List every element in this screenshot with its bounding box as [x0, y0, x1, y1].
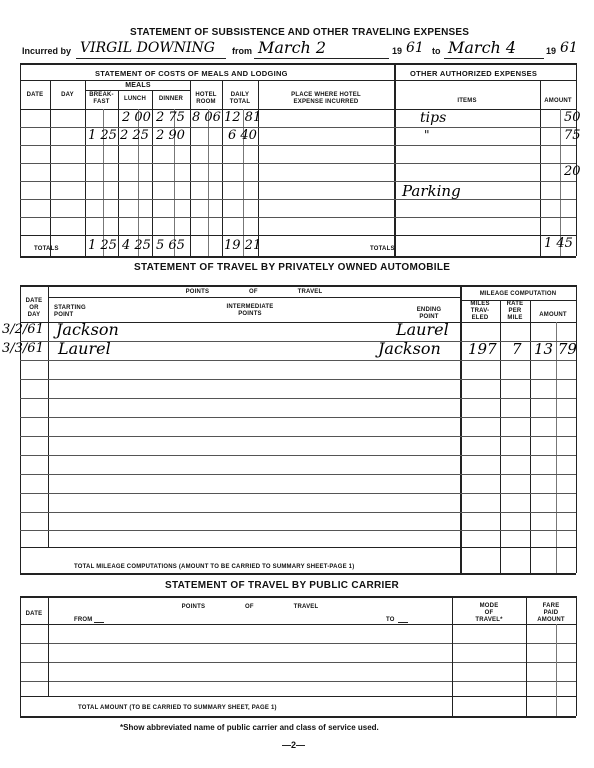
trip-2-end: Jackson: [378, 339, 441, 358]
auto-col-miles: MILES TRAV- ELED: [470, 301, 490, 321]
meal-row-1-hotel: 8 06: [192, 110, 221, 125]
auto-col-ending: ENDING POINT: [416, 307, 442, 320]
carrier-col-date: DATE: [25, 611, 43, 617]
auto-col-starting: STARTING POINT: [54, 305, 86, 318]
meal-row-1-dinner: 2 75: [156, 110, 185, 125]
meal-row-2-lunch: 2 25: [120, 128, 149, 143]
other-total: 1 45: [544, 236, 573, 251]
meal-row-1-lunch: 2 00: [122, 110, 151, 125]
meals-group-header: MEALS: [125, 82, 151, 89]
other-amount-3: 20: [564, 164, 581, 179]
other-item-4: Parking: [402, 182, 461, 200]
total-breakfast: 1 25: [88, 238, 117, 253]
col-dinner: DINNER: [158, 96, 184, 102]
col-day: DAY: [61, 92, 74, 98]
from-date-value: March 2: [258, 38, 327, 57]
meal-row-1-daily: 12 81: [224, 110, 262, 125]
trip-2-amount: 13 79: [534, 340, 577, 358]
trip-2-start: Laurel: [58, 339, 111, 358]
other-expenses-title: OTHER AUTHORIZED EXPENSES: [410, 69, 538, 78]
footnote: *Show abbreviated name of public carrier and class of service used.: [120, 723, 379, 732]
meals-section-title: STATEMENT OF COSTS OF MEALS AND LODGING: [95, 69, 288, 78]
to-year-prefix: 19: [546, 46, 557, 56]
from-label: from: [232, 46, 252, 56]
carrier-total-label: TOTAL AMOUNT (TO BE CARRIED TO SUMMARY SHEET, PAGE 1): [78, 705, 277, 711]
meal-row-2-dinner: 2 90: [156, 128, 185, 143]
carrier-col-mode: MODE OF TRAVEL*: [475, 603, 503, 623]
other-item-2: ": [424, 128, 430, 142]
carrier-col-fare: FARE PAID AMOUNT: [537, 603, 565, 623]
to-date-value: March 4: [448, 38, 517, 57]
to-year-value: 61: [560, 40, 578, 56]
to-label: to: [432, 46, 441, 56]
carrier-points-of-travel: POINTS OF TRAVEL: [181, 604, 319, 610]
page-number: —2—: [282, 740, 306, 750]
trip-2-rate: 7: [512, 340, 522, 358]
col-breakfast: BREAK- FAST: [89, 92, 114, 105]
col-date: DATE: [26, 92, 44, 98]
trip-1-start: Jackson: [56, 320, 119, 339]
other-totals-label: TOTALS: [370, 246, 395, 252]
page-title: STATEMENT OF SUBSISTENCE AND OTHER TRAVELING EXPENSES: [130, 27, 470, 38]
col-items: ITEMS: [457, 98, 477, 104]
auto-mileage-computation: MILEAGE COMPUTATION: [479, 291, 557, 297]
total-daily: 19 21: [224, 238, 262, 253]
auto-col-rate: RATE PER MILE: [506, 301, 524, 321]
auto-col-intermediate: INTERMEDIATE POINTS: [226, 304, 274, 317]
other-amount-1: 50: [564, 110, 581, 125]
col-place: PLACE WHERE HOTEL EXPENSE INCURRED: [291, 92, 361, 105]
carrier-section-title: STATEMENT OF TRAVEL BY PUBLIC CARRIER: [165, 580, 400, 591]
auto-col-amount: AMOUNT: [539, 312, 567, 318]
meals-totals-label: TOTALS: [34, 246, 59, 252]
trip-2-miles: 197: [468, 340, 497, 358]
auto-total-label: TOTAL MILEAGE COMPUTATIONS (AMOUNT TO BE CARRIED TO SUMMARY SHEET-PAGE 1): [74, 564, 355, 570]
trip-2-date: 3/3/61: [2, 341, 44, 356]
col-lunch: LUNCH: [124, 96, 146, 102]
from-year-value: 61: [406, 40, 424, 56]
meal-row-2-breakfast: 1 25: [88, 128, 117, 143]
trip-1-end: Laurel: [396, 320, 449, 339]
meal-row-2-daily: 6 40: [228, 128, 257, 143]
trip-1-date: 3/2/61: [2, 322, 44, 337]
carrier-from-label: FROM: [74, 617, 93, 623]
incurred-by-label: Incurred by: [22, 46, 72, 56]
total-dinner: 5 65: [156, 238, 185, 253]
auto-points-of-travel: POINTS OF TRAVEL: [185, 289, 323, 295]
col-amount: AMOUNT: [544, 98, 572, 104]
total-lunch: 4 25: [122, 238, 151, 253]
from-year-prefix: 19: [392, 46, 403, 56]
auto-section-title: STATEMENT OF TRAVEL BY PRIVATELY OWNED AUTOMOBILE: [134, 262, 451, 273]
incurred-by-value: VIRGIL DOWNING: [80, 40, 215, 56]
auto-col-date: DATE OR DAY: [25, 298, 43, 318]
col-daily-total: DAILY TOTAL: [229, 92, 251, 105]
carrier-to-label: TO: [386, 617, 395, 623]
col-hotel-room: HOTEL ROOM: [195, 92, 217, 105]
other-amount-2: 75: [564, 128, 581, 143]
other-item-1: tips: [420, 110, 447, 126]
